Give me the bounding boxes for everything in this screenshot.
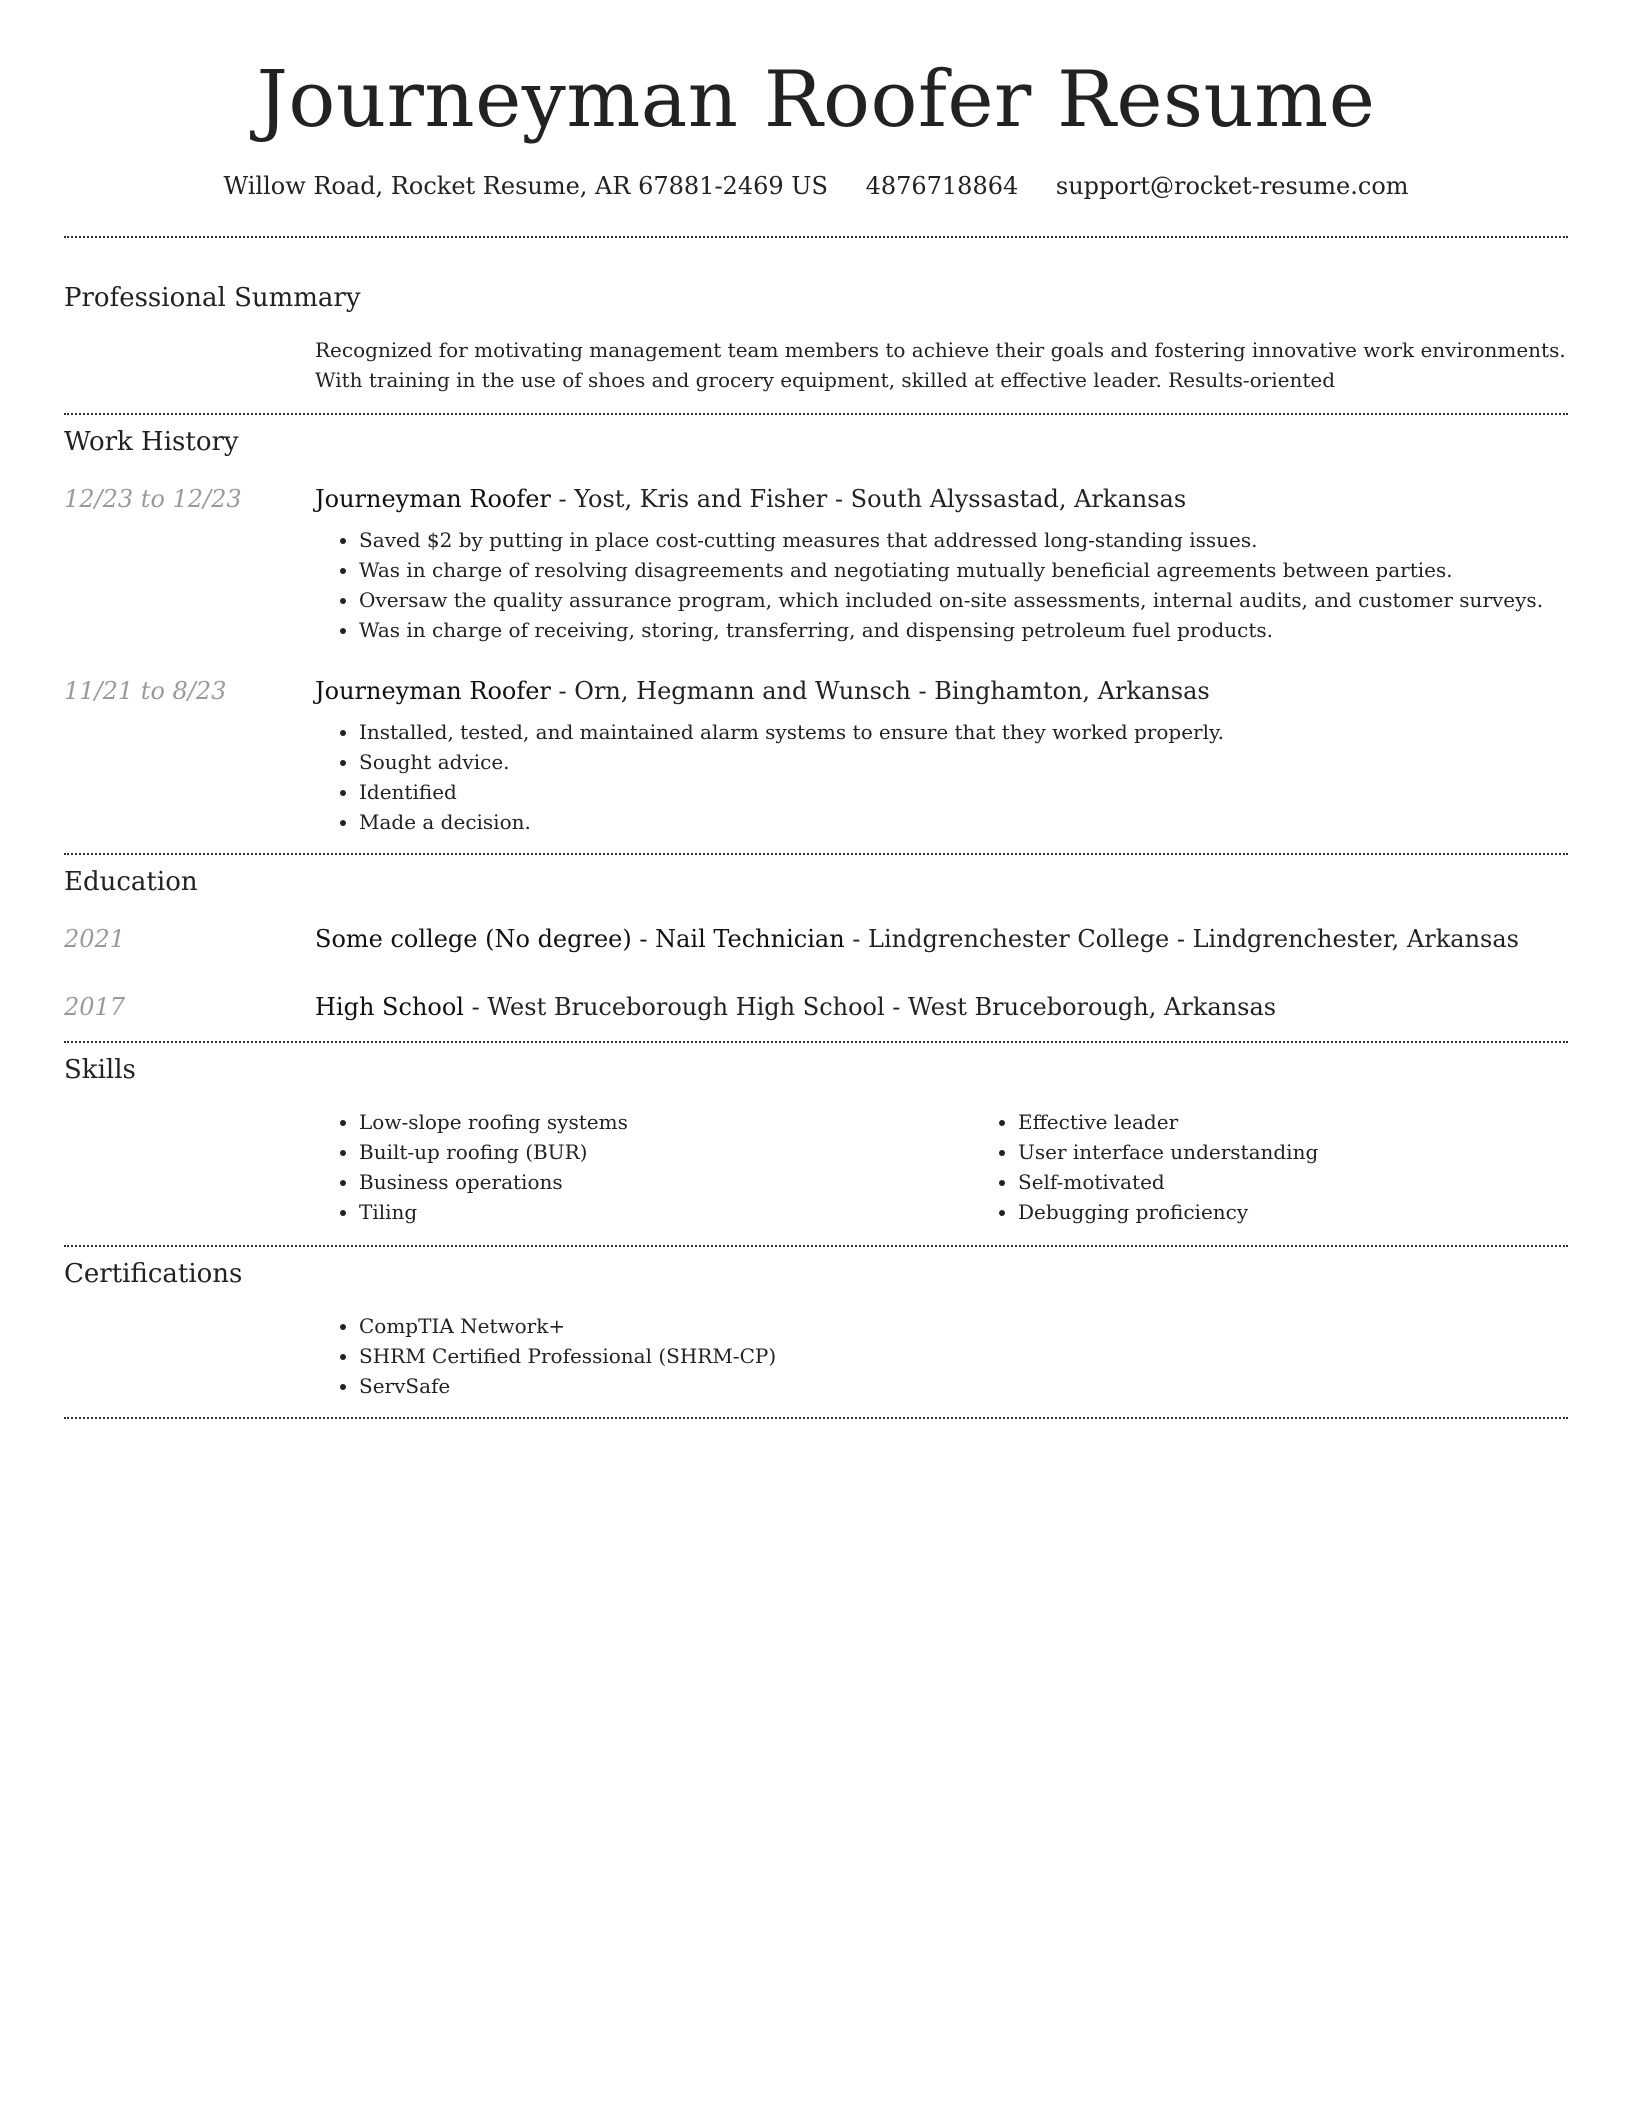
list-item: • Self-motivated xyxy=(1018,1167,1578,1197)
contact-address: Willow Road, Rocket Resume, AR 67881-2469 US xyxy=(223,172,828,200)
job-entry xyxy=(64,675,1568,837)
job-title-line xyxy=(315,483,1568,515)
job-entry xyxy=(64,483,1568,645)
education-line xyxy=(315,991,1568,1023)
summary-text: Recognized for motivating management team members to achieve their goals and fostering innovative work environments. With training in the use of shoes and grocery equipment, skilled at effective leader. Results-oriented xyxy=(315,338,1566,392)
certifications-divider xyxy=(64,1417,1568,1419)
job-employer: - Orn, Hegmann and Wunsch - Binghamton, Arkansas xyxy=(550,677,1210,705)
summary-section xyxy=(64,238,1568,395)
job-bullets xyxy=(315,717,1568,837)
summary-heading: Professional Summary xyxy=(64,283,361,313)
contact-line xyxy=(64,170,1568,202)
certifications-row xyxy=(64,1311,1568,1401)
list-item: • SHRM Certified Professional (SHRM-CP) xyxy=(359,1341,1568,1371)
education-line xyxy=(315,923,1568,955)
certifications-heading: Certifications xyxy=(64,1259,243,1289)
skills-section xyxy=(64,1043,1568,1227)
work-history-heading: Work History xyxy=(64,427,239,457)
certifications-list xyxy=(315,1311,1568,1401)
list-item: • Was in charge of resolving disagreements and negotiating mutually beneficial agreements between parties. xyxy=(359,555,1568,585)
list-item: • CompTIA Network+ xyxy=(359,1311,1568,1341)
contact-email: support@rocket-resume.com xyxy=(1055,172,1409,200)
contact-phone: 4876718864 xyxy=(865,172,1019,200)
job-title: Journeyman Roofer xyxy=(315,677,551,705)
job-content xyxy=(315,483,1568,645)
list-item: • Identified xyxy=(359,777,1568,807)
job-employer: - Yost, Kris and Fisher - South Alyssastad, Arkansas xyxy=(550,485,1187,513)
list-item: • Made a decision. xyxy=(359,807,1568,837)
education-entry xyxy=(64,991,1568,1023)
list-item: • Tiling xyxy=(359,1197,974,1227)
summary-row xyxy=(64,335,1568,395)
list-item: • Low-slope roofing systems xyxy=(359,1107,974,1137)
list-item: • Built-up roofing (BUR) xyxy=(359,1137,974,1167)
list-item: • User interface understanding xyxy=(1018,1137,1578,1167)
list-item: • Oversaw the quality assurance program, which included on-site assessments, internal audits, and customer surveys. xyxy=(359,585,1568,615)
job-dates: 11/21 to 8/23 xyxy=(64,677,227,705)
resume-header xyxy=(64,0,1568,202)
education-section xyxy=(64,855,1568,1023)
resume-title: Journeyman Roofer Resume xyxy=(256,55,1376,145)
certifications-section xyxy=(64,1247,1568,1401)
skills-list-left xyxy=(315,1107,974,1227)
education-school: - Lindgrenchester College - Lindgrenchester, Arkansas xyxy=(844,925,1519,953)
list-item: • Saved $2 by putting in place cost-cutting measures that addressed long-standing issues. xyxy=(359,525,1568,555)
education-degree: Some college (No degree) - Nail Technician xyxy=(315,925,845,953)
list-item: • Was in charge of receiving, storing, transferring, and dispensing petroleum fuel products. xyxy=(359,615,1568,645)
job-content xyxy=(315,675,1568,837)
list-item: • Business operations xyxy=(359,1167,974,1197)
job-title: Journeyman Roofer xyxy=(315,485,551,513)
list-item: • Debugging proficiency xyxy=(1018,1197,1578,1227)
education-year: 2017 xyxy=(64,993,126,1021)
job-title-line xyxy=(315,675,1568,707)
job-bullets xyxy=(315,525,1568,645)
list-item: • Installed, tested, and maintained alarm systems to ensure that they worked properly. xyxy=(359,717,1568,747)
education-heading: Education xyxy=(64,867,198,897)
education-degree: High School xyxy=(315,993,464,1021)
certifications-content xyxy=(315,1311,1568,1401)
education-year: 2021 xyxy=(64,925,126,953)
education-school: - West Bruceborough High School - West Bruceborough, Arkansas xyxy=(463,993,1277,1021)
list-item: • ServSafe xyxy=(359,1371,1568,1401)
work-history-section xyxy=(64,415,1568,837)
list-item: • Sought advice. xyxy=(359,747,1568,777)
skills-row xyxy=(64,1107,1568,1227)
job-dates: 12/23 to 12/23 xyxy=(64,485,242,513)
skills-list-right xyxy=(974,1107,1578,1227)
education-entry xyxy=(64,923,1568,955)
skills-heading: Skills xyxy=(64,1055,136,1085)
list-item: • Effective leader xyxy=(1018,1107,1578,1137)
skills-columns xyxy=(315,1107,1578,1227)
